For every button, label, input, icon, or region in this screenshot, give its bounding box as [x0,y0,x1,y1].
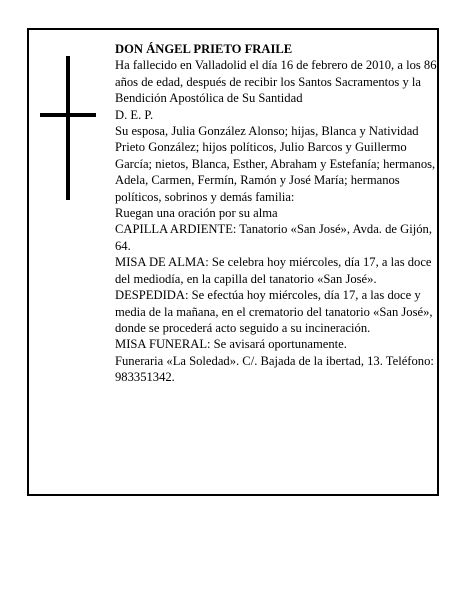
cross-horizontal-bar [40,113,96,117]
funeral-mass-info: MISA FUNERAL: Se avisará oportunamente. [115,337,347,352]
obituary-text [115,41,439,386]
cross-vertical-bar [66,56,70,200]
prayer-request: Ruegan una oración por su alma [115,206,278,221]
rest-in-peace: D. E. P. [115,107,154,122]
farewell-info: DESPEDIDA: Se efectúa hoy miércoles, día 17, a las doce y media de la mañana, en el crematorio del tanatorio «San José», donde se procederá acto seguido a su incineración. [115,288,433,335]
funeral-home-info: Funeraria «La Soledad». C/. Bajada de la ibertad, 13. Teléfono: 983351342. [115,353,434,385]
family-members: Su esposa, Julia González Alonso; hijas, Blanca y Natividad Prieto González; hijos políticos, Julio Barcos y Guillermo García; nietos, Blanca, Esther, Abraham y Estefanía; hermanos, Adela, Carmen, Fermín, Ramón y José María; hermanos políticos, sobrinos y demás familia: [115,124,436,204]
death-announcement: Ha fallecido en Valladolid el día 16 de febrero de 2010, a los 86 años de edad, después de recibir los Santos Sacramentos y la Bendición Apostólica de Su Santidad [115,58,437,106]
deceased-name: DON ÁNGEL PRIETO FRAILE [115,42,293,56]
chapel-info: CAPILLA ARDIENTE: Tanatorio «San José», Avda. de Gijón, 64. [115,222,432,253]
obituary-notice [27,28,439,496]
mass-info: MISA DE ALMA: Se celebra hoy miércoles, día 17, a las doce del mediodía, en la capilla del tanatorio «San José». [115,255,432,286]
cross-icon [40,56,96,200]
